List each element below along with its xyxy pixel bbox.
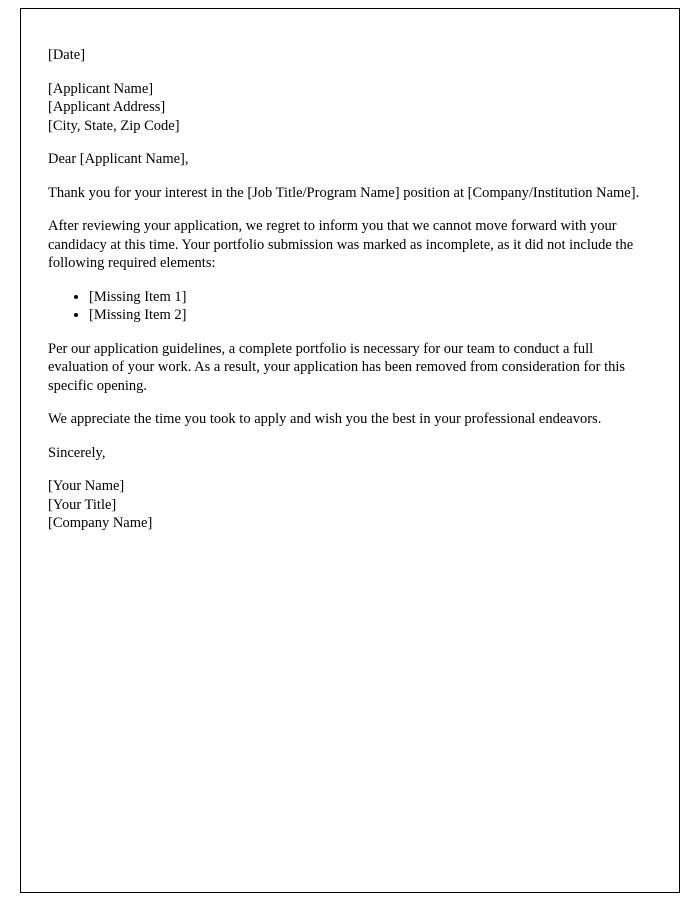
signature-title: [Your Title]: [48, 496, 117, 513]
date-line: [Date]: [48, 47, 86, 63]
letter-body: [20, 8, 680, 893]
signature-block: [48, 477, 651, 533]
missing-item: • [Missing Item 2]: [89, 306, 651, 325]
recipient-address: [Applicant Address]: [48, 99, 166, 115]
paragraph-appreciation: We appreciate the time you took to apply and wish you the best in your professional endeavors.: [48, 411, 602, 427]
recipient-block: [48, 80, 651, 136]
salutation: Dear [Applicant Name],: [48, 151, 189, 167]
recipient-name: [Applicant Name]: [48, 80, 154, 97]
paragraph-regret: After reviewing your application, we regret to inform you that we cannot move forward with your candidacy at this time. Your portfolio submission was marked as incomplete, as it did not include the following required elements:: [48, 218, 634, 271]
paragraph-intro: Thank you for your interest in the [Job Title/Program Name] position at [Company/Institution Name].: [48, 184, 640, 201]
paragraph-guidelines: Per our application guidelines, a complete portfolio is necessary for our team to conduct a full evaluation of your work. As a result, your application has been removed from consideration for this specific opening.: [48, 340, 626, 394]
signature-company: [Company Name]: [48, 515, 153, 531]
recipient-city-state-zip: [City, State, Zip Code]: [48, 117, 180, 134]
closing-line: Sincerely,: [48, 444, 106, 461]
missing-items-list: [48, 288, 651, 325]
signature-name: [Your Name]: [48, 478, 125, 494]
missing-item: • [Missing Item 1]: [89, 288, 651, 307]
